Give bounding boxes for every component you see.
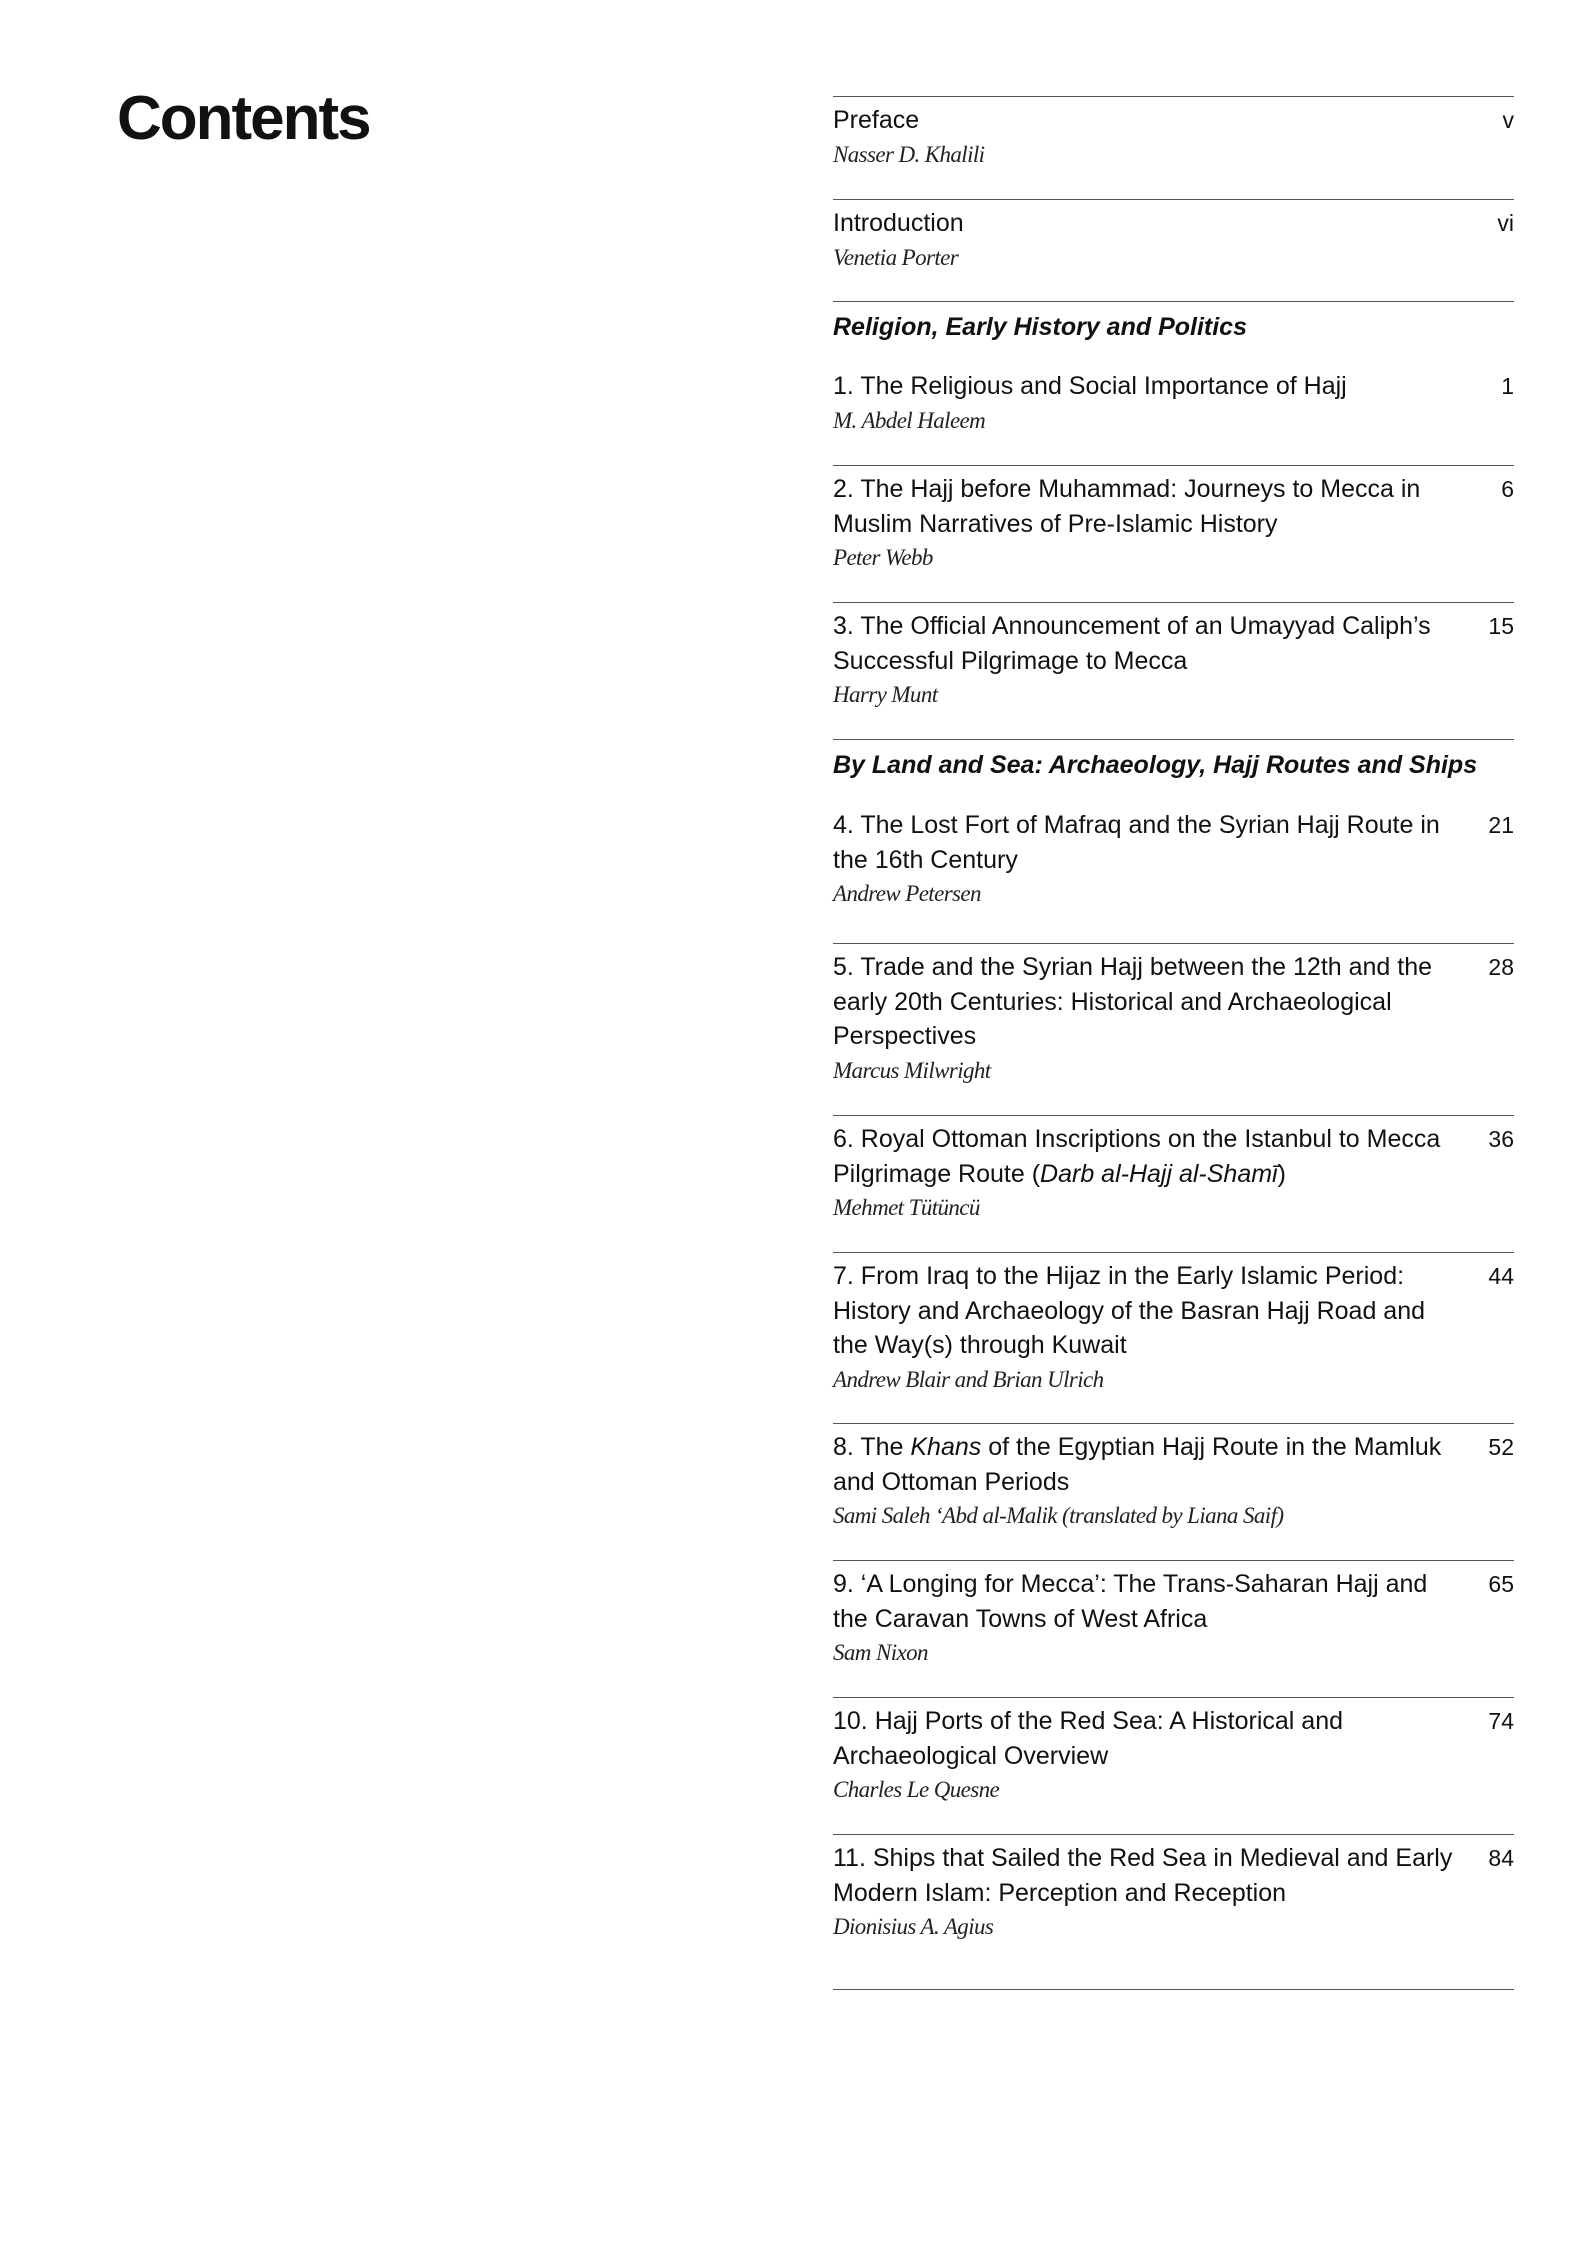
entry-page: 15: [1488, 613, 1514, 639]
entry-author: Venetia Porter: [833, 244, 959, 270]
entry-author: Charles Le Quesne: [833, 1777, 1000, 1802]
entry-author: Dionisius A. Agius: [833, 1914, 994, 1939]
entry-title-italic: Khans: [910, 1433, 982, 1461]
entry-author: Andrew Blair and Brian Ulrich: [833, 1366, 1104, 1392]
page-title: Contents: [117, 84, 370, 153]
entry-title: 10. Hajj Ports of the Red Sea: A Historical and Archaeological Overview: [833, 1707, 1343, 1770]
entry-page: vi: [1497, 210, 1514, 236]
entry-page: 44: [1488, 1263, 1514, 1289]
toc-entry-9: [833, 1560, 1514, 1697]
closing-rule: [833, 1989, 1514, 1990]
entry-author: Sami Saleh ‘Abd al-Malik (translated by Liana Saif): [833, 1503, 1284, 1528]
entry-title: Introduction: [833, 209, 964, 237]
section-heading: Religion, Early History and Politics: [833, 301, 1514, 369]
toc-entry-8: [833, 1423, 1514, 1560]
toc-entry-6: [833, 1115, 1514, 1252]
entry-title: 1. The Religious and Social Importance of Hajj: [833, 372, 1347, 400]
entry-page: 65: [1488, 1571, 1514, 1597]
entry-page: 52: [1488, 1434, 1514, 1460]
entry-title-italic: Darb al-Hajj al-Shamī: [1040, 1159, 1278, 1188]
toc-entry-5: [833, 943, 1514, 1115]
section-heading: By Land and Sea: Archaeology, Hajj Routes and Ships: [833, 739, 1514, 808]
entry-page: 21: [1488, 812, 1514, 838]
entry-author: Mehmet Tütüncü: [833, 1195, 980, 1220]
entry-title: 2. The Hajj before Muhammad: Journeys to Mecca in Muslim Narratives of Pre-Islamic History: [833, 475, 1421, 538]
table-of-contents: [833, 96, 1514, 1964]
toc-entry-10: [833, 1697, 1514, 1834]
entry-title-text: 8. The: [833, 1433, 911, 1461]
toc-entry-1: [833, 369, 1514, 465]
entry-author: Harry Munt: [833, 682, 938, 707]
entry-page: v: [1502, 107, 1514, 133]
toc-entry-4: [833, 808, 1514, 943]
entry-page: 28: [1488, 954, 1514, 980]
entry-author: Peter Webb: [833, 545, 933, 570]
entry-title-text: ): [1277, 1159, 1286, 1188]
entry-page: 6: [1501, 476, 1514, 502]
entry-page: 1: [1501, 373, 1514, 399]
entry-page: 84: [1488, 1845, 1514, 1871]
entry-author: Marcus Milwright: [833, 1057, 991, 1083]
entry-title: 4. The Lost Fort of Mafraq and the Syrian Hajj Route in the 16th Century: [833, 811, 1440, 874]
entry-title: [833, 1430, 1458, 1499]
entry-author: M. Abdel Haleem: [833, 407, 986, 433]
entry-title-text: of the Egyptian Hajj Route in the Mamluk and Ottoman Periods: [833, 1433, 1442, 1496]
entry-title-text: 6. Royal Ottoman Inscriptions on the Istanbul to Mecca Pilgrimage Route (: [833, 1125, 1441, 1188]
toc-entry-2: [833, 465, 1514, 602]
toc-entry-11: [833, 1834, 1514, 1964]
entry-title: 11. Ships that Sailed the Red Sea in Medieval and Early Modern Islam: Perception and Reception: [833, 1844, 1453, 1907]
entry-author: Andrew Petersen: [833, 881, 981, 906]
entry-page: 36: [1488, 1126, 1514, 1152]
entry-page: 74: [1488, 1708, 1514, 1734]
entry-author: Nasser D. Khalili: [833, 141, 985, 167]
entry-author: Sam Nixon: [833, 1640, 928, 1665]
toc-entry-introduction: [833, 199, 1514, 301]
entry-title: 7. From Iraq to the Hijaz in the Early Islamic Period: History and Archaeology of the Basran Hajj Road and the Way(s) through Kuwait: [833, 1262, 1426, 1359]
entry-title: 5. Trade and the Syrian Hajj between the 12th and the early 20th Centuries: Historical and Archaeological Perspectives: [833, 953, 1433, 1050]
entry-title: [833, 1122, 1458, 1191]
toc-entry-preface: [833, 96, 1514, 199]
toc-entry-3: [833, 602, 1514, 739]
entry-title: 3. The Official Announcement of an Umayyad Caliph’s Successful Pilgrimage to Mecca: [833, 612, 1431, 675]
toc-entry-7: [833, 1252, 1514, 1423]
entry-title: 9. ‘A Longing for Mecca’: The Trans-Saharan Hajj and the Caravan Towns of West Africa: [833, 1570, 1428, 1633]
entry-title: Preface: [833, 106, 920, 134]
